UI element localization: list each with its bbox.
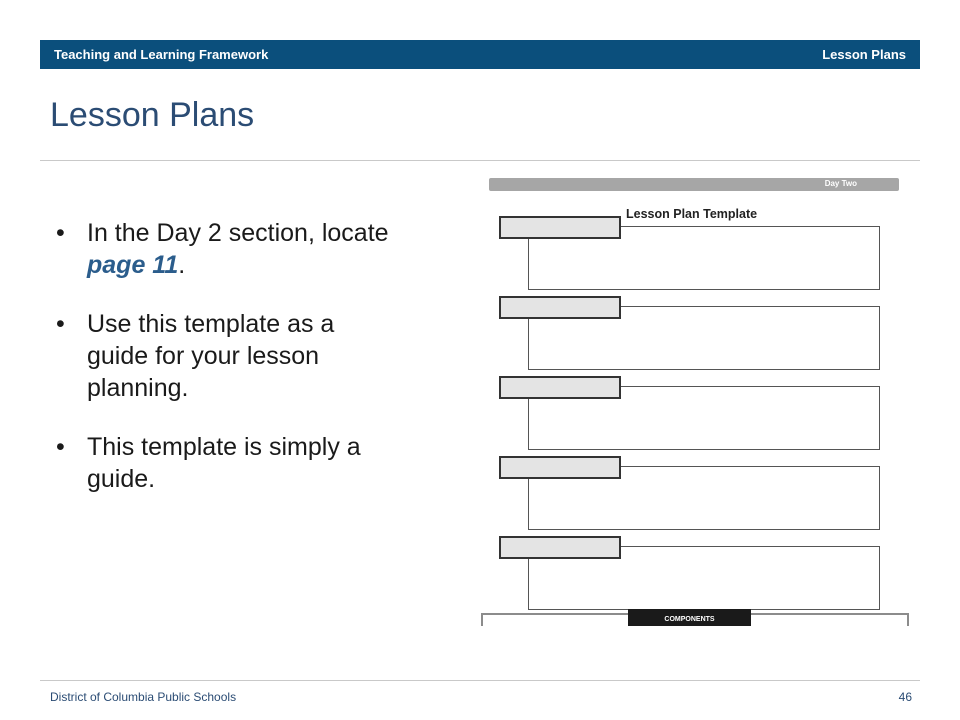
bullet-item [50, 217, 400, 281]
template-component [499, 456, 882, 522]
bullet-dot: • [56, 219, 65, 247]
bullet-text: This template is simply a guide. [87, 433, 361, 493]
day-label: Day Two [824, 179, 857, 188]
footer-divider [40, 680, 920, 681]
day-section-bar [489, 178, 899, 191]
bullet-text-end: . [178, 251, 186, 279]
template-component [499, 296, 882, 362]
bullet-dot: • [56, 310, 65, 338]
bullet-list [50, 217, 400, 522]
page-title: Lesson Plans [50, 96, 255, 134]
template-component [499, 536, 882, 602]
template-heading: Lesson Plan Template [626, 207, 758, 221]
lesson-plan-template-image [478, 174, 914, 626]
title-divider [40, 160, 920, 161]
bullet-dot: • [56, 433, 65, 461]
component-tab [499, 216, 621, 239]
template-component [499, 216, 882, 282]
header-topic-label: Lesson Plans [822, 47, 906, 62]
component-tab [499, 376, 621, 399]
bullet-text: Use this template as a guide for your lesson planning. [87, 310, 335, 402]
components-label: COMPONENTS [628, 609, 751, 626]
header-section-label: Teaching and Learning Framework [54, 47, 269, 62]
component-tab [499, 456, 621, 479]
component-tab [499, 536, 621, 559]
bullet-item [50, 431, 400, 495]
page-reference: page 11 [87, 251, 179, 279]
component-tab [499, 296, 621, 319]
bullet-text: In the Day 2 section, locate [87, 219, 389, 247]
bullet-item [50, 308, 400, 404]
header-bar [40, 40, 920, 69]
page-number: 46 [898, 690, 912, 704]
footer-organization: District of Columbia Public Schools [50, 690, 237, 704]
template-component [499, 376, 882, 442]
